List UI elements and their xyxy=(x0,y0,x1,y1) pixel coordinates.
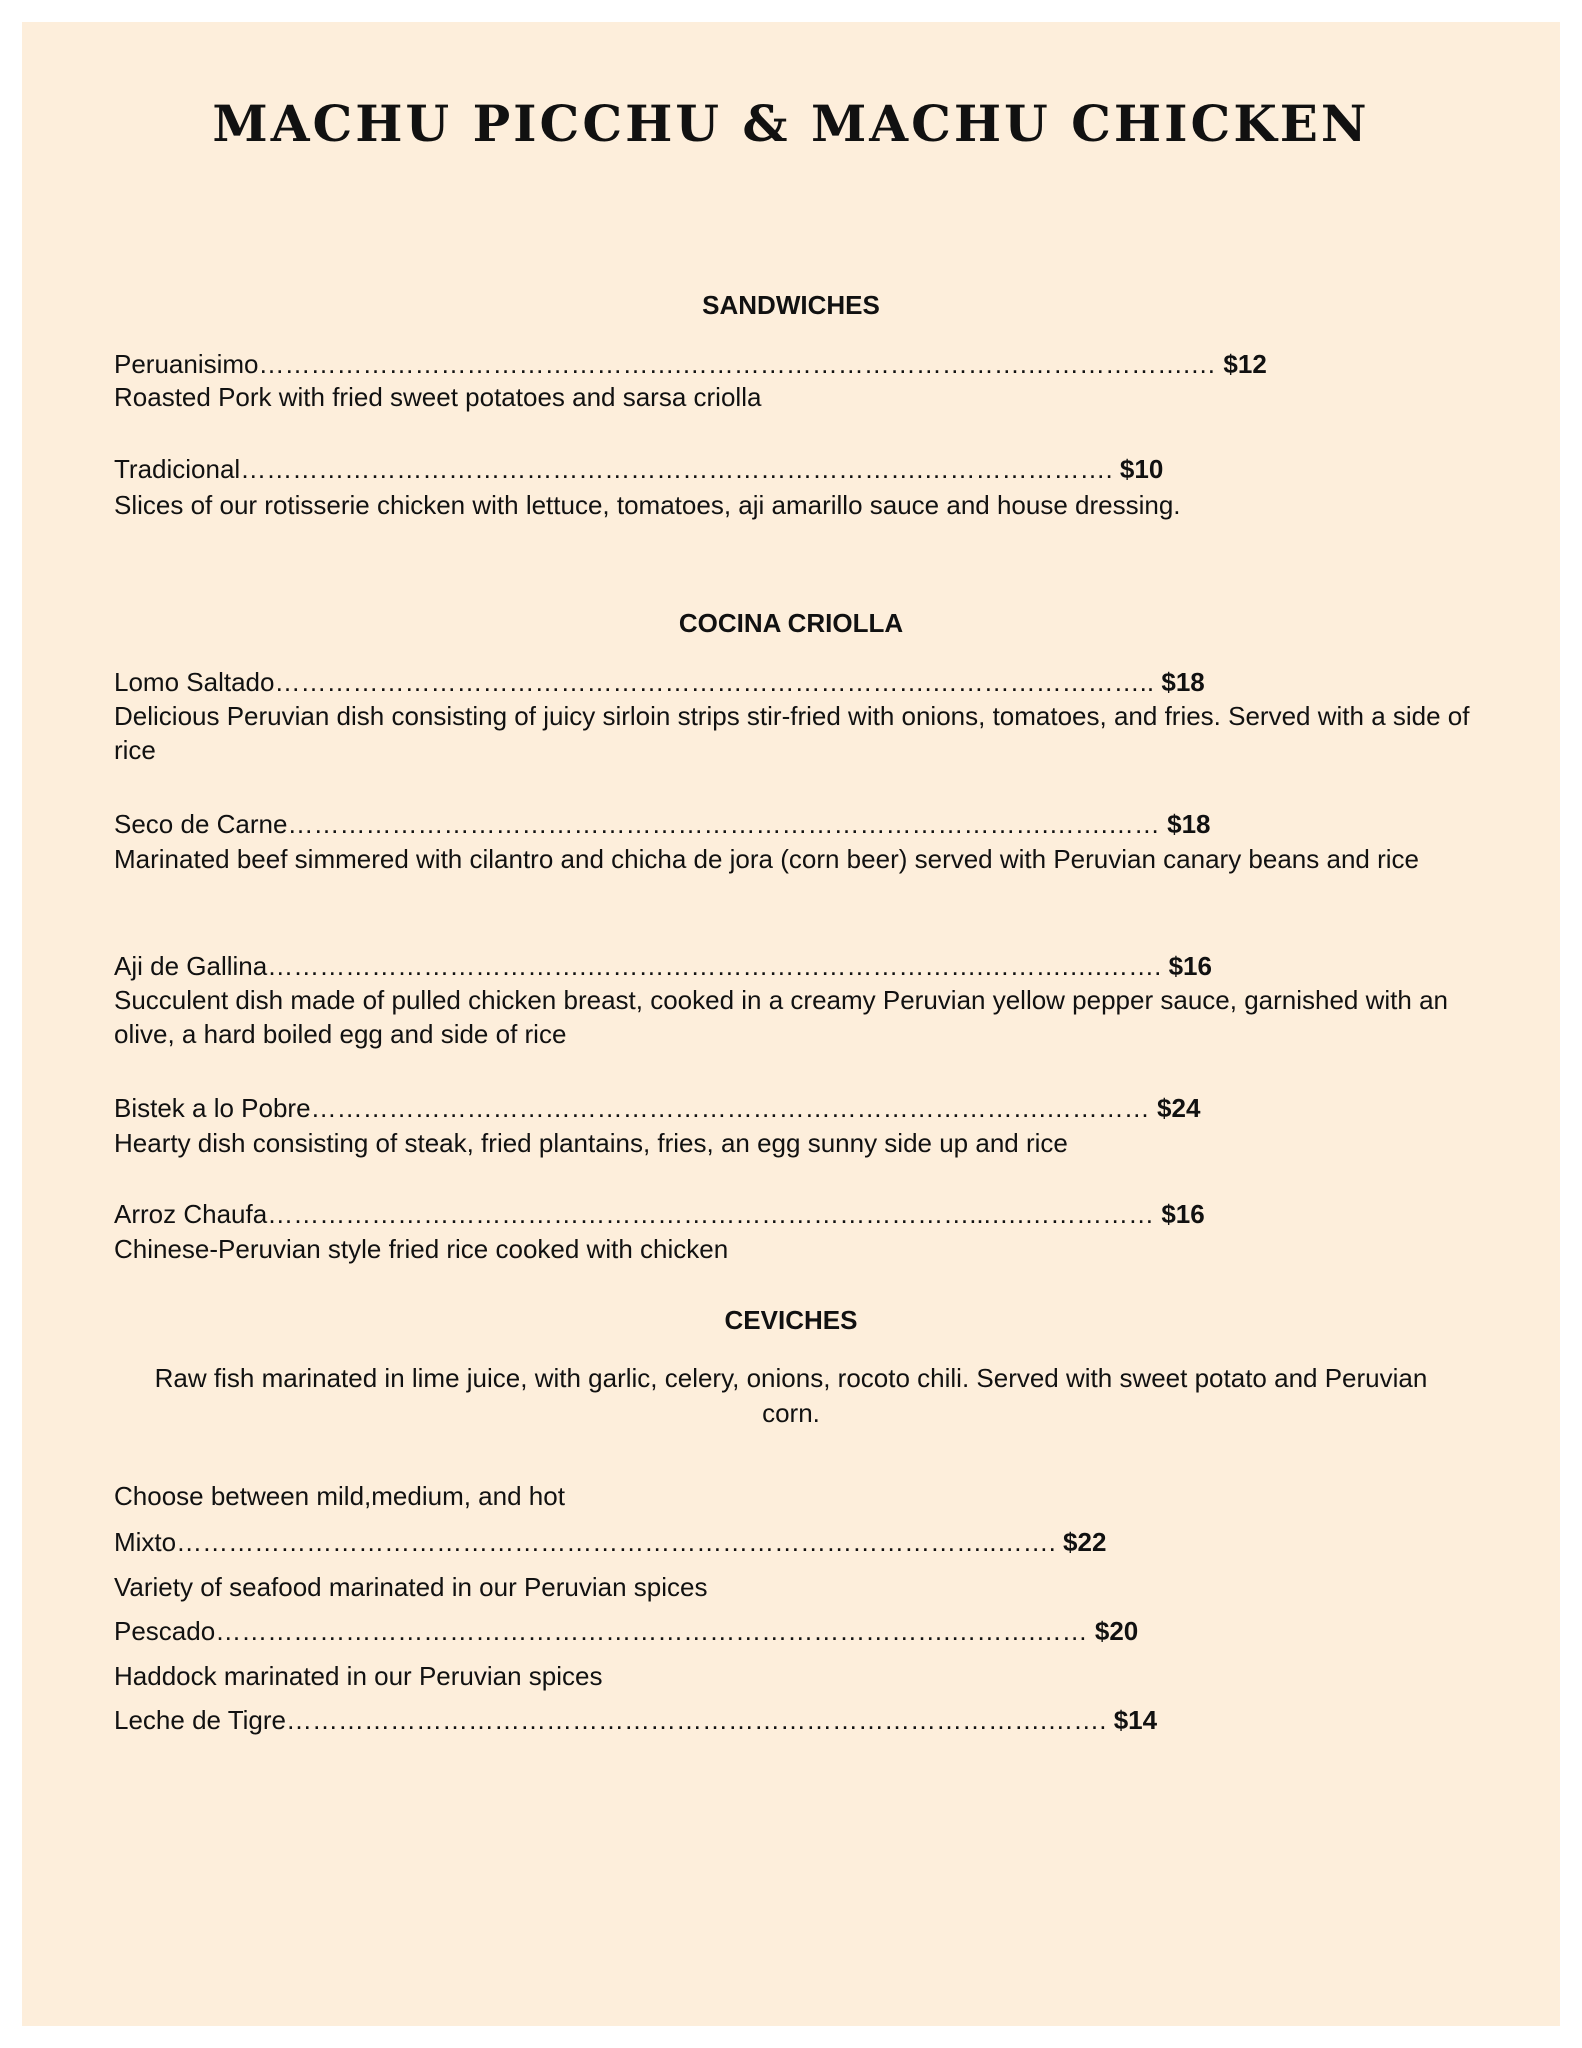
item-price: $18 xyxy=(1161,667,1205,697)
item-dots: …………………………………………………………………….…………………. xyxy=(240,454,1113,484)
item-description: Slices of our rotisserie chicken with lettuce, tomatoes, aji amarillo sauce and house dressing. xyxy=(114,490,1181,520)
item-name: Peruanisimo xyxy=(114,349,259,379)
section-heading-sandwiches: SANDWICHES xyxy=(702,290,880,320)
item-dots: ………………………………………………………………………….……….…… xyxy=(215,1616,1088,1646)
item-description: Hearty dish consisting of steak, fried plantains, fries, an egg sunny side up and rice xyxy=(114,1128,1068,1158)
menu-item-peruanisimo xyxy=(114,347,1267,381)
item-price: $16 xyxy=(1168,951,1212,981)
item-description: Roasted Pork with fried sweet potatoes and sarsa criolla xyxy=(114,382,762,412)
menu-item-pescado xyxy=(114,1614,1138,1648)
item-name: Arroz Chaufa xyxy=(114,1199,268,1229)
menu-item-bistek-a-lo-pobre xyxy=(114,1091,1200,1125)
section-heading-cocina-criolla: COCINA CRIOLLA xyxy=(678,608,904,638)
item-name: Leche de Tigre xyxy=(114,1705,287,1735)
item-price: $24 xyxy=(1157,1093,1201,1123)
menu-item-seco-de-carne xyxy=(114,807,1211,841)
item-dots: …………………………………………………………………………….…….…… xyxy=(287,809,1160,839)
menu-item-leche-de-tigre xyxy=(114,1703,1157,1737)
item-description: Marinated beef simmered with cilantro and chicha de jora (corn beer) served with Peruvian canary beans and rice xyxy=(114,844,1419,874)
item-name: Seco de Carne xyxy=(114,809,288,839)
item-description: Succulent dish made of pulled chicken breast, cooked in a creamy Peruvian yellow pepper sauce, garnished with an olive, a hard boiled egg and side of rice xyxy=(114,985,1448,1049)
ceviches-intro: Raw fish marinated in lime juice, with garlic, celery, onions, rocoto chili. Served with sweet potato and Peruvian corn. xyxy=(154,1363,1428,1428)
item-name: Lomo Saltado xyxy=(114,667,275,697)
item-dots: ………………………………………………………………………….………… xyxy=(310,1093,1150,1123)
item-description: Haddock marinated in our Peruvian spices xyxy=(114,1661,603,1691)
item-name: Bistek a lo Pobre xyxy=(114,1093,311,1123)
item-dots: ………………………………………………………………….…………………….. xyxy=(274,667,1155,697)
item-price: $18 xyxy=(1167,809,1211,839)
item-price: $22 xyxy=(1063,1527,1107,1557)
menu-item-lomo-saltado xyxy=(114,665,1205,699)
item-dots: …………………………………………………………………………………..……. xyxy=(176,1527,1056,1557)
item-price: $14 xyxy=(1113,1705,1158,1735)
ceviches-choose-note: Choose between mild,medium, and hot xyxy=(114,1481,565,1511)
menu-page xyxy=(22,22,1560,2026)
item-description: Chinese-Peruvian style fried rice cooked with chicken xyxy=(114,1234,729,1264)
section-heading-ceviches: CEVICHES xyxy=(724,1305,858,1335)
restaurant-title: MACHU PICCHU & MACHU CHICKEN xyxy=(212,94,1370,153)
item-price: $10 xyxy=(1119,454,1164,484)
menu-item-tradicional xyxy=(114,452,1163,486)
item-name: Tradicional xyxy=(114,454,241,484)
item-dots: ………………………………………….………………………………….……………….… xyxy=(258,349,1217,379)
item-name: Mixto xyxy=(114,1527,177,1557)
item-price: $16 xyxy=(1161,1199,1205,1229)
item-dots: …………………………………………………………………………….……. xyxy=(286,1705,1107,1735)
menu-item-mixto xyxy=(114,1525,1106,1559)
item-name: Aji de Gallina xyxy=(114,951,268,981)
menu-item-aji-de-gallina xyxy=(114,949,1212,983)
item-dots: ………………………………………………………………………...….…………… xyxy=(267,1199,1155,1229)
item-name: Pescado xyxy=(114,1616,216,1646)
item-description: Delicious Peruvian dish consisting of juicy sirloin strips stir-fried with onions, tomatoes, and fries. Served with a side of rice xyxy=(114,701,1470,765)
item-price: $12 xyxy=(1223,349,1267,379)
item-description: Variety of seafood marinated in our Peruvian spices xyxy=(114,1572,708,1602)
item-price: $20 xyxy=(1094,1616,1139,1646)
item-dots: ……………………………….……………………………………….……….….……. xyxy=(267,951,1162,981)
menu-item-arroz-chaufa xyxy=(114,1197,1205,1231)
